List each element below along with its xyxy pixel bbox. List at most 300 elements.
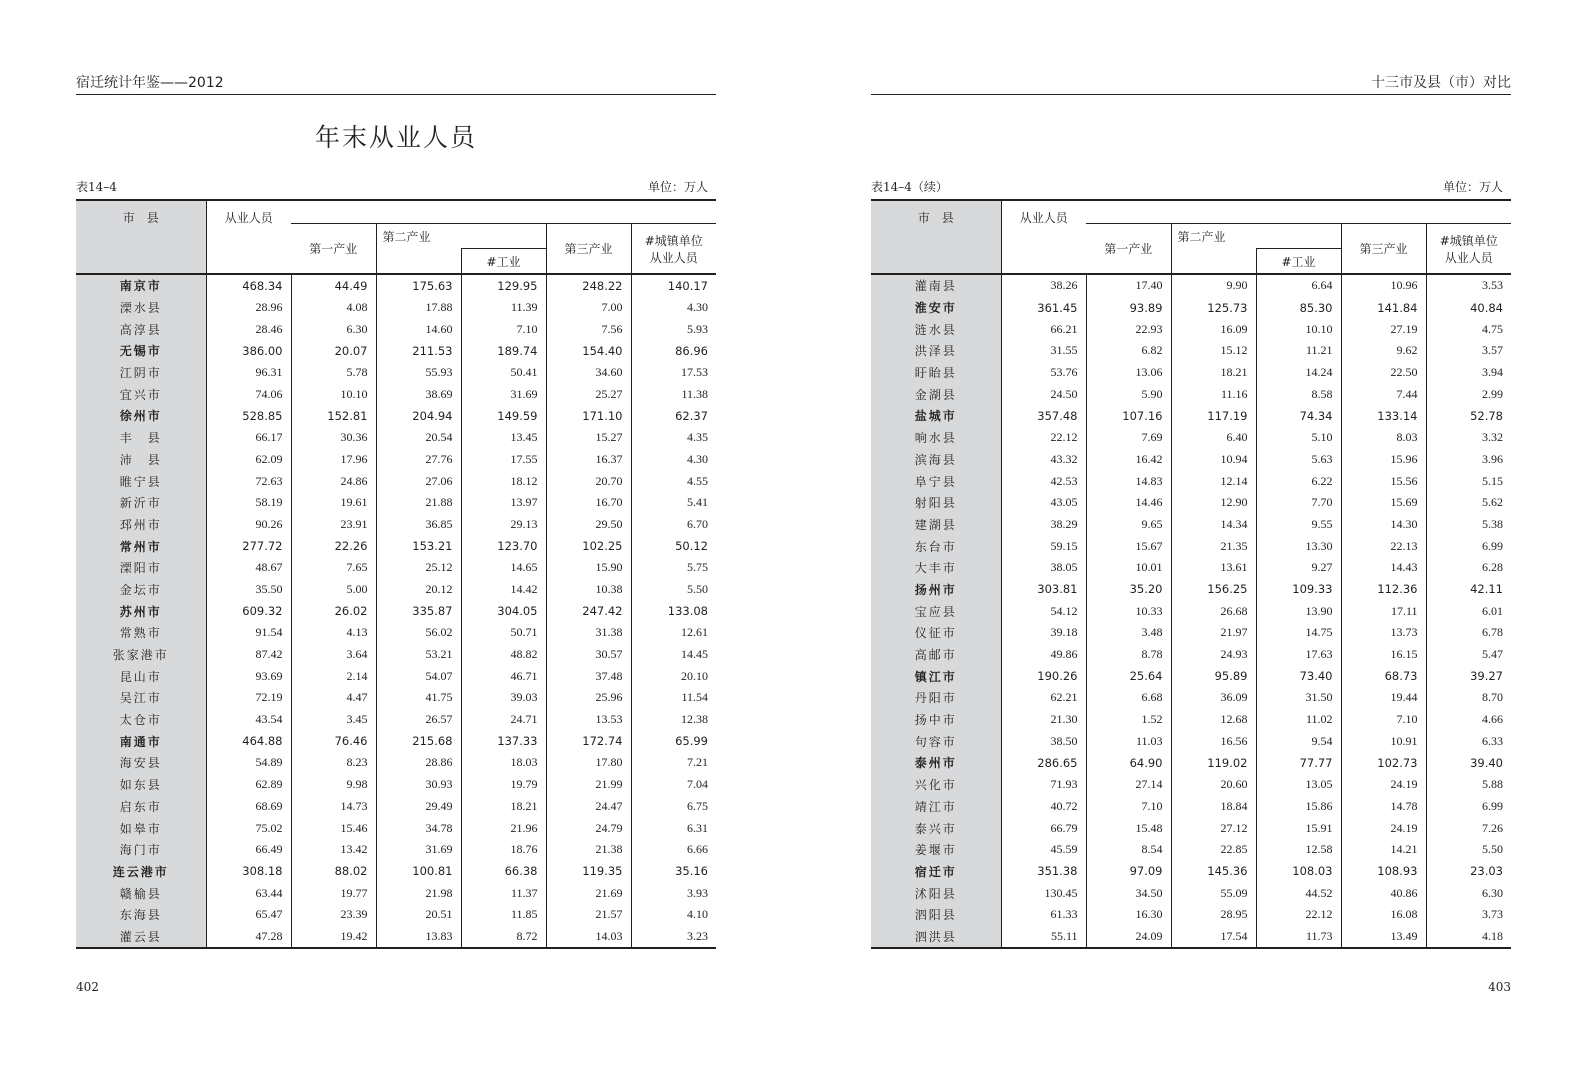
cell-employed: 38.29	[1001, 514, 1086, 536]
cell-industry: 8.58	[1256, 383, 1341, 405]
cell-tertiary: 13.73	[1341, 622, 1426, 644]
cell-secondary: 100.81	[376, 861, 461, 883]
cell-employed: 54.89	[206, 752, 291, 774]
cell-urban: 5.50	[631, 579, 716, 601]
cell-employed: 43.54	[206, 709, 291, 731]
cell-primary: 19.61	[291, 492, 376, 514]
cell-secondary: 335.87	[376, 600, 461, 622]
table-row	[76, 557, 716, 579]
cell-employed: 93.69	[206, 665, 291, 687]
region-name: 丹阳市	[871, 687, 1001, 709]
region-name: 兴化市	[871, 774, 1001, 796]
table-row	[871, 579, 1511, 601]
cell-primary: 17.96	[291, 449, 376, 471]
cell-employed: 277.72	[206, 535, 291, 557]
region-name: 常州市	[76, 535, 206, 557]
table-row	[76, 579, 716, 601]
cell-employed: 464.88	[206, 730, 291, 752]
table-row	[871, 470, 1511, 492]
cell-industry: 17.63	[1256, 644, 1341, 666]
cell-tertiary: 133.14	[1341, 405, 1426, 427]
cell-tertiary: 16.70	[546, 492, 631, 514]
region-name: 响水县	[871, 427, 1001, 449]
region-name: 泰兴市	[871, 817, 1001, 839]
cell-urban: 3.32	[1426, 427, 1511, 449]
cell-industry: 149.59	[461, 405, 546, 427]
cell-industry: 18.21	[461, 796, 546, 818]
cell-tertiary: 21.99	[546, 774, 631, 796]
cell-primary: 93.89	[1086, 297, 1171, 319]
region-name: 金坛市	[76, 579, 206, 601]
cell-tertiary: 15.96	[1341, 449, 1426, 471]
table-label: 表14–4（续）	[871, 180, 948, 194]
cell-secondary: 117.19	[1171, 405, 1256, 427]
region-name: 南京市	[76, 274, 206, 297]
cell-primary: 6.68	[1086, 687, 1171, 709]
cell-tertiary: 10.91	[1341, 730, 1426, 752]
cell-industry: 13.97	[461, 492, 546, 514]
cell-urban: 133.08	[631, 600, 716, 622]
region-name: 太仓市	[76, 709, 206, 731]
cell-employed: 96.31	[206, 362, 291, 384]
region-name: 泗阳县	[871, 904, 1001, 926]
cell-urban: 4.66	[1426, 709, 1511, 731]
cell-urban: 17.53	[631, 362, 716, 384]
cell-primary: 6.82	[1086, 340, 1171, 362]
cell-employed: 68.69	[206, 796, 291, 818]
cell-urban: 6.70	[631, 514, 716, 536]
cell-employed: 55.11	[1001, 926, 1086, 949]
cell-industry: 13.30	[1256, 535, 1341, 557]
cell-urban: 6.33	[1426, 730, 1511, 752]
cell-urban: 3.73	[1426, 904, 1511, 926]
cell-secondary: 13.61	[1171, 557, 1256, 579]
cell-primary: 23.91	[291, 514, 376, 536]
region-name: 仪征市	[871, 622, 1001, 644]
table-row	[871, 926, 1511, 949]
cell-employed: 63.44	[206, 882, 291, 904]
cell-secondary: 28.95	[1171, 904, 1256, 926]
cell-industry: 5.10	[1256, 427, 1341, 449]
cell-industry: 109.33	[1256, 579, 1341, 601]
cell-employed: 35.50	[206, 579, 291, 601]
cell-urban: 3.94	[1426, 362, 1511, 384]
cell-industry: 19.79	[461, 774, 546, 796]
header-secondary: 第二产业	[1171, 224, 1341, 249]
cell-urban: 4.10	[631, 904, 716, 926]
header-region: 市 县	[76, 200, 206, 274]
cell-secondary: 204.94	[376, 405, 461, 427]
table-row	[76, 644, 716, 666]
cell-primary: 76.46	[291, 730, 376, 752]
cell-secondary: 34.78	[376, 817, 461, 839]
cell-primary: 9.65	[1086, 514, 1171, 536]
cell-primary: 8.54	[1086, 839, 1171, 861]
cell-employed: 62.21	[1001, 687, 1086, 709]
cell-tertiary: 30.57	[546, 644, 631, 666]
cell-tertiary: 8.03	[1341, 427, 1426, 449]
cell-industry: 9.54	[1256, 730, 1341, 752]
cell-tertiary: 24.47	[546, 796, 631, 818]
cell-urban: 4.55	[631, 470, 716, 492]
table-row	[871, 557, 1511, 579]
table-row	[76, 274, 716, 297]
region-name: 如东县	[76, 774, 206, 796]
table-row	[76, 687, 716, 709]
cell-industry: 7.70	[1256, 492, 1341, 514]
cell-secondary: 20.54	[376, 427, 461, 449]
cell-primary: 15.67	[1086, 535, 1171, 557]
cell-urban: 6.75	[631, 796, 716, 818]
cell-primary: 35.20	[1086, 579, 1171, 601]
cell-secondary: 145.36	[1171, 861, 1256, 883]
cell-secondary: 21.98	[376, 882, 461, 904]
cell-employed: 71.93	[1001, 774, 1086, 796]
region-name: 灌南县	[871, 274, 1001, 297]
table-row	[76, 622, 716, 644]
header-urban-line1: #城镇单位	[1439, 233, 1498, 248]
cell-primary: 16.42	[1086, 449, 1171, 471]
cell-employed: 39.18	[1001, 622, 1086, 644]
region-name: 姜堰市	[871, 839, 1001, 861]
cell-tertiary: 68.73	[1341, 665, 1426, 687]
table-row	[871, 796, 1511, 818]
cell-industry: 73.40	[1256, 665, 1341, 687]
region-name: 淮安市	[871, 297, 1001, 319]
cell-secondary: 27.12	[1171, 817, 1256, 839]
cell-industry: 74.34	[1256, 405, 1341, 427]
table-row	[76, 383, 716, 405]
cell-employed: 59.15	[1001, 535, 1086, 557]
cell-industry: 6.64	[1256, 274, 1341, 297]
cell-tertiary: 24.19	[1341, 817, 1426, 839]
cell-tertiary: 112.36	[1341, 579, 1426, 601]
table-row	[871, 817, 1511, 839]
cell-secondary: 215.68	[376, 730, 461, 752]
cell-secondary: 36.85	[376, 514, 461, 536]
cell-urban: 140.17	[631, 274, 716, 297]
cell-industry: 6.22	[1256, 470, 1341, 492]
header-primary: 第一产业	[291, 224, 376, 275]
cell-urban: 7.21	[631, 752, 716, 774]
cell-primary: 10.10	[291, 383, 376, 405]
cell-employed: 54.12	[1001, 600, 1086, 622]
cell-employed: 22.12	[1001, 427, 1086, 449]
cell-secondary: 31.69	[376, 839, 461, 861]
cell-employed: 286.65	[1001, 752, 1086, 774]
cell-primary: 17.40	[1086, 274, 1171, 297]
cell-secondary: 14.60	[376, 318, 461, 340]
region-name: 溧水县	[76, 297, 206, 319]
cell-employed: 45.59	[1001, 839, 1086, 861]
cell-primary: 24.09	[1086, 926, 1171, 949]
cell-primary: 10.33	[1086, 600, 1171, 622]
cell-tertiary: 7.10	[1341, 709, 1426, 731]
cell-secondary: 156.25	[1171, 579, 1256, 601]
region-name: 如皋市	[76, 817, 206, 839]
cell-urban: 5.47	[1426, 644, 1511, 666]
region-name: 丰 县	[76, 427, 206, 449]
cell-employed: 28.96	[206, 297, 291, 319]
header-tertiary: 第三产业	[1341, 224, 1426, 275]
left-page	[76, 0, 716, 1077]
region-name: 滨海县	[871, 449, 1001, 471]
employment-table-right	[871, 199, 1511, 949]
table-row	[76, 926, 716, 949]
cell-urban: 20.10	[631, 665, 716, 687]
cell-primary: 22.26	[291, 535, 376, 557]
cell-tertiary: 15.56	[1341, 470, 1426, 492]
region-name: 镇江市	[871, 665, 1001, 687]
region-name: 海门市	[76, 839, 206, 861]
cell-tertiary: 10.96	[1341, 274, 1426, 297]
cell-secondary: 20.51	[376, 904, 461, 926]
table-row	[76, 297, 716, 319]
cell-primary: 13.06	[1086, 362, 1171, 384]
unit-label: 单位：万人	[1442, 180, 1503, 194]
table-row	[871, 340, 1511, 362]
cell-urban: 23.03	[1426, 861, 1511, 883]
table-row	[76, 796, 716, 818]
cell-industry: 50.71	[461, 622, 546, 644]
cell-tertiary: 10.38	[546, 579, 631, 601]
cell-employed: 468.34	[206, 274, 291, 297]
table-row	[76, 470, 716, 492]
cell-secondary: 16.09	[1171, 318, 1256, 340]
cell-tertiary: 17.80	[546, 752, 631, 774]
table-row	[871, 492, 1511, 514]
region-name: 常熟市	[76, 622, 206, 644]
cell-urban: 35.16	[631, 861, 716, 883]
table-row	[76, 362, 716, 384]
cell-urban: 6.01	[1426, 600, 1511, 622]
right-page	[871, 0, 1511, 1077]
cell-industry: 14.75	[1256, 622, 1341, 644]
cell-tertiary: 102.25	[546, 535, 631, 557]
cell-industry: 24.71	[461, 709, 546, 731]
cell-employed: 361.45	[1001, 297, 1086, 319]
cell-urban: 4.30	[631, 449, 716, 471]
cell-tertiary: 14.30	[1341, 514, 1426, 536]
cell-tertiary: 21.38	[546, 839, 631, 861]
cell-employed: 130.45	[1001, 882, 1086, 904]
table-row	[871, 449, 1511, 471]
cell-employed: 53.76	[1001, 362, 1086, 384]
cell-tertiary: 247.42	[546, 600, 631, 622]
table-row	[871, 730, 1511, 752]
cell-secondary: 211.53	[376, 340, 461, 362]
region-name: 昆山市	[76, 665, 206, 687]
cell-secondary: 14.34	[1171, 514, 1256, 536]
region-name: 高邮市	[871, 644, 1001, 666]
cell-secondary: 10.94	[1171, 449, 1256, 471]
cell-industry: 11.02	[1256, 709, 1341, 731]
cell-urban: 5.50	[1426, 839, 1511, 861]
cell-industry: 14.65	[461, 557, 546, 579]
cell-tertiary: 154.40	[546, 340, 631, 362]
cell-industry: 18.12	[461, 470, 546, 492]
cell-industry: 85.30	[1256, 297, 1341, 319]
cell-employed: 351.38	[1001, 861, 1086, 883]
cell-secondary: 24.93	[1171, 644, 1256, 666]
cell-urban: 4.18	[1426, 926, 1511, 949]
cell-industry: 10.10	[1256, 318, 1341, 340]
cell-urban: 5.88	[1426, 774, 1511, 796]
cell-urban: 4.75	[1426, 318, 1511, 340]
cell-industry: 44.52	[1256, 882, 1341, 904]
cell-urban: 6.99	[1426, 535, 1511, 557]
region-name: 扬中市	[871, 709, 1001, 731]
cell-primary: 23.39	[291, 904, 376, 926]
cell-secondary: 27.06	[376, 470, 461, 492]
cell-industry: 18.76	[461, 839, 546, 861]
cell-primary: 3.45	[291, 709, 376, 731]
header-urban-line2: 从业人员	[649, 250, 698, 265]
cell-industry: 66.38	[461, 861, 546, 883]
cell-tertiary: 14.43	[1341, 557, 1426, 579]
cell-industry: 11.73	[1256, 926, 1341, 949]
cell-primary: 97.09	[1086, 861, 1171, 883]
table-row	[871, 318, 1511, 340]
cell-employed: 66.49	[206, 839, 291, 861]
cell-urban: 3.93	[631, 882, 716, 904]
cell-industry: 13.05	[1256, 774, 1341, 796]
table-row	[76, 730, 716, 752]
table-row	[871, 405, 1511, 427]
cell-employed: 38.50	[1001, 730, 1086, 752]
cell-secondary: 9.90	[1171, 274, 1256, 297]
cell-industry: 14.42	[461, 579, 546, 601]
header-region: 市 县	[871, 200, 1001, 274]
cell-primary: 2.14	[291, 665, 376, 687]
cell-secondary: 12.68	[1171, 709, 1256, 731]
cell-primary: 64.90	[1086, 752, 1171, 774]
cell-secondary: 18.84	[1171, 796, 1256, 818]
cell-urban: 12.61	[631, 622, 716, 644]
cell-primary: 7.69	[1086, 427, 1171, 449]
region-name: 邳州市	[76, 514, 206, 536]
cell-urban: 6.30	[1426, 882, 1511, 904]
cell-secondary: 119.02	[1171, 752, 1256, 774]
cell-tertiary: 13.49	[1341, 926, 1426, 949]
cell-primary: 5.00	[291, 579, 376, 601]
cell-urban: 5.62	[1426, 492, 1511, 514]
cell-employed: 24.50	[1001, 383, 1086, 405]
cell-employed: 38.05	[1001, 557, 1086, 579]
cell-tertiary: 7.44	[1341, 383, 1426, 405]
cell-industry: 13.90	[1256, 600, 1341, 622]
cell-primary: 34.50	[1086, 882, 1171, 904]
cell-industry: 9.55	[1256, 514, 1341, 536]
table-row	[76, 514, 716, 536]
cell-tertiary: 15.27	[546, 427, 631, 449]
cell-tertiary: 7.56	[546, 318, 631, 340]
region-name: 宝应县	[871, 600, 1001, 622]
table-row	[76, 492, 716, 514]
table-row	[76, 665, 716, 687]
header-employed: 从业人员	[1001, 200, 1086, 274]
cell-employed: 28.46	[206, 318, 291, 340]
region-name: 沛 县	[76, 449, 206, 471]
cell-primary: 10.01	[1086, 557, 1171, 579]
cell-industry: 39.03	[461, 687, 546, 709]
table-meta-right	[871, 178, 1511, 194]
cell-tertiary: 119.35	[546, 861, 631, 883]
region-name: 涟水县	[871, 318, 1001, 340]
cell-urban: 86.96	[631, 340, 716, 362]
table-row	[871, 774, 1511, 796]
region-name: 靖江市	[871, 796, 1001, 818]
header-tertiary: 第三产业	[546, 224, 631, 275]
cell-urban: 3.23	[631, 926, 716, 949]
table-row	[76, 882, 716, 904]
cell-secondary: 22.85	[1171, 839, 1256, 861]
cell-industry: 31.69	[461, 383, 546, 405]
unit-label: 单位：万人	[647, 180, 708, 194]
employment-table-left	[76, 199, 716, 949]
cell-tertiary: 31.38	[546, 622, 631, 644]
region-name: 吴江市	[76, 687, 206, 709]
header-primary: 第一产业	[1086, 224, 1171, 275]
cell-employed: 72.19	[206, 687, 291, 709]
cell-primary: 25.64	[1086, 665, 1171, 687]
region-name: 赣榆县	[76, 882, 206, 904]
running-head-right: 十三市及县（市）对比	[871, 74, 1511, 95]
cell-secondary: 153.21	[376, 535, 461, 557]
cell-employed: 62.89	[206, 774, 291, 796]
cell-secondary: 26.57	[376, 709, 461, 731]
table-row	[76, 427, 716, 449]
cell-secondary: 125.73	[1171, 297, 1256, 319]
region-name: 东海县	[76, 904, 206, 926]
cell-primary: 3.48	[1086, 622, 1171, 644]
cell-urban: 12.38	[631, 709, 716, 731]
page-number-left: 402	[76, 980, 99, 994]
cell-primary: 15.48	[1086, 817, 1171, 839]
cell-tertiary: 21.69	[546, 882, 631, 904]
cell-primary: 30.36	[291, 427, 376, 449]
cell-secondary: 30.93	[376, 774, 461, 796]
cell-employed: 609.32	[206, 600, 291, 622]
table-row	[76, 904, 716, 926]
cell-urban: 7.26	[1426, 817, 1511, 839]
table-row	[871, 427, 1511, 449]
cell-employed: 21.30	[1001, 709, 1086, 731]
cell-secondary: 28.86	[376, 752, 461, 774]
cell-industry: 7.10	[461, 318, 546, 340]
region-name: 溧阳市	[76, 557, 206, 579]
cell-primary: 9.98	[291, 774, 376, 796]
table-row	[76, 752, 716, 774]
region-name: 江阴市	[76, 362, 206, 384]
cell-tertiary: 29.50	[546, 514, 631, 536]
table-row	[76, 600, 716, 622]
cell-industry: 21.96	[461, 817, 546, 839]
cell-tertiary: 141.84	[1341, 297, 1426, 319]
cell-industry: 11.37	[461, 882, 546, 904]
cell-urban: 14.45	[631, 644, 716, 666]
cell-primary: 11.03	[1086, 730, 1171, 752]
cell-employed: 47.28	[206, 926, 291, 949]
cell-secondary: 15.12	[1171, 340, 1256, 362]
table-row	[871, 383, 1511, 405]
running-head-left: 宿迁统计年鉴——2012	[76, 74, 716, 95]
table-row	[871, 904, 1511, 926]
table-row	[76, 535, 716, 557]
table-row	[871, 644, 1511, 666]
cell-primary: 8.23	[291, 752, 376, 774]
table-row	[76, 405, 716, 427]
